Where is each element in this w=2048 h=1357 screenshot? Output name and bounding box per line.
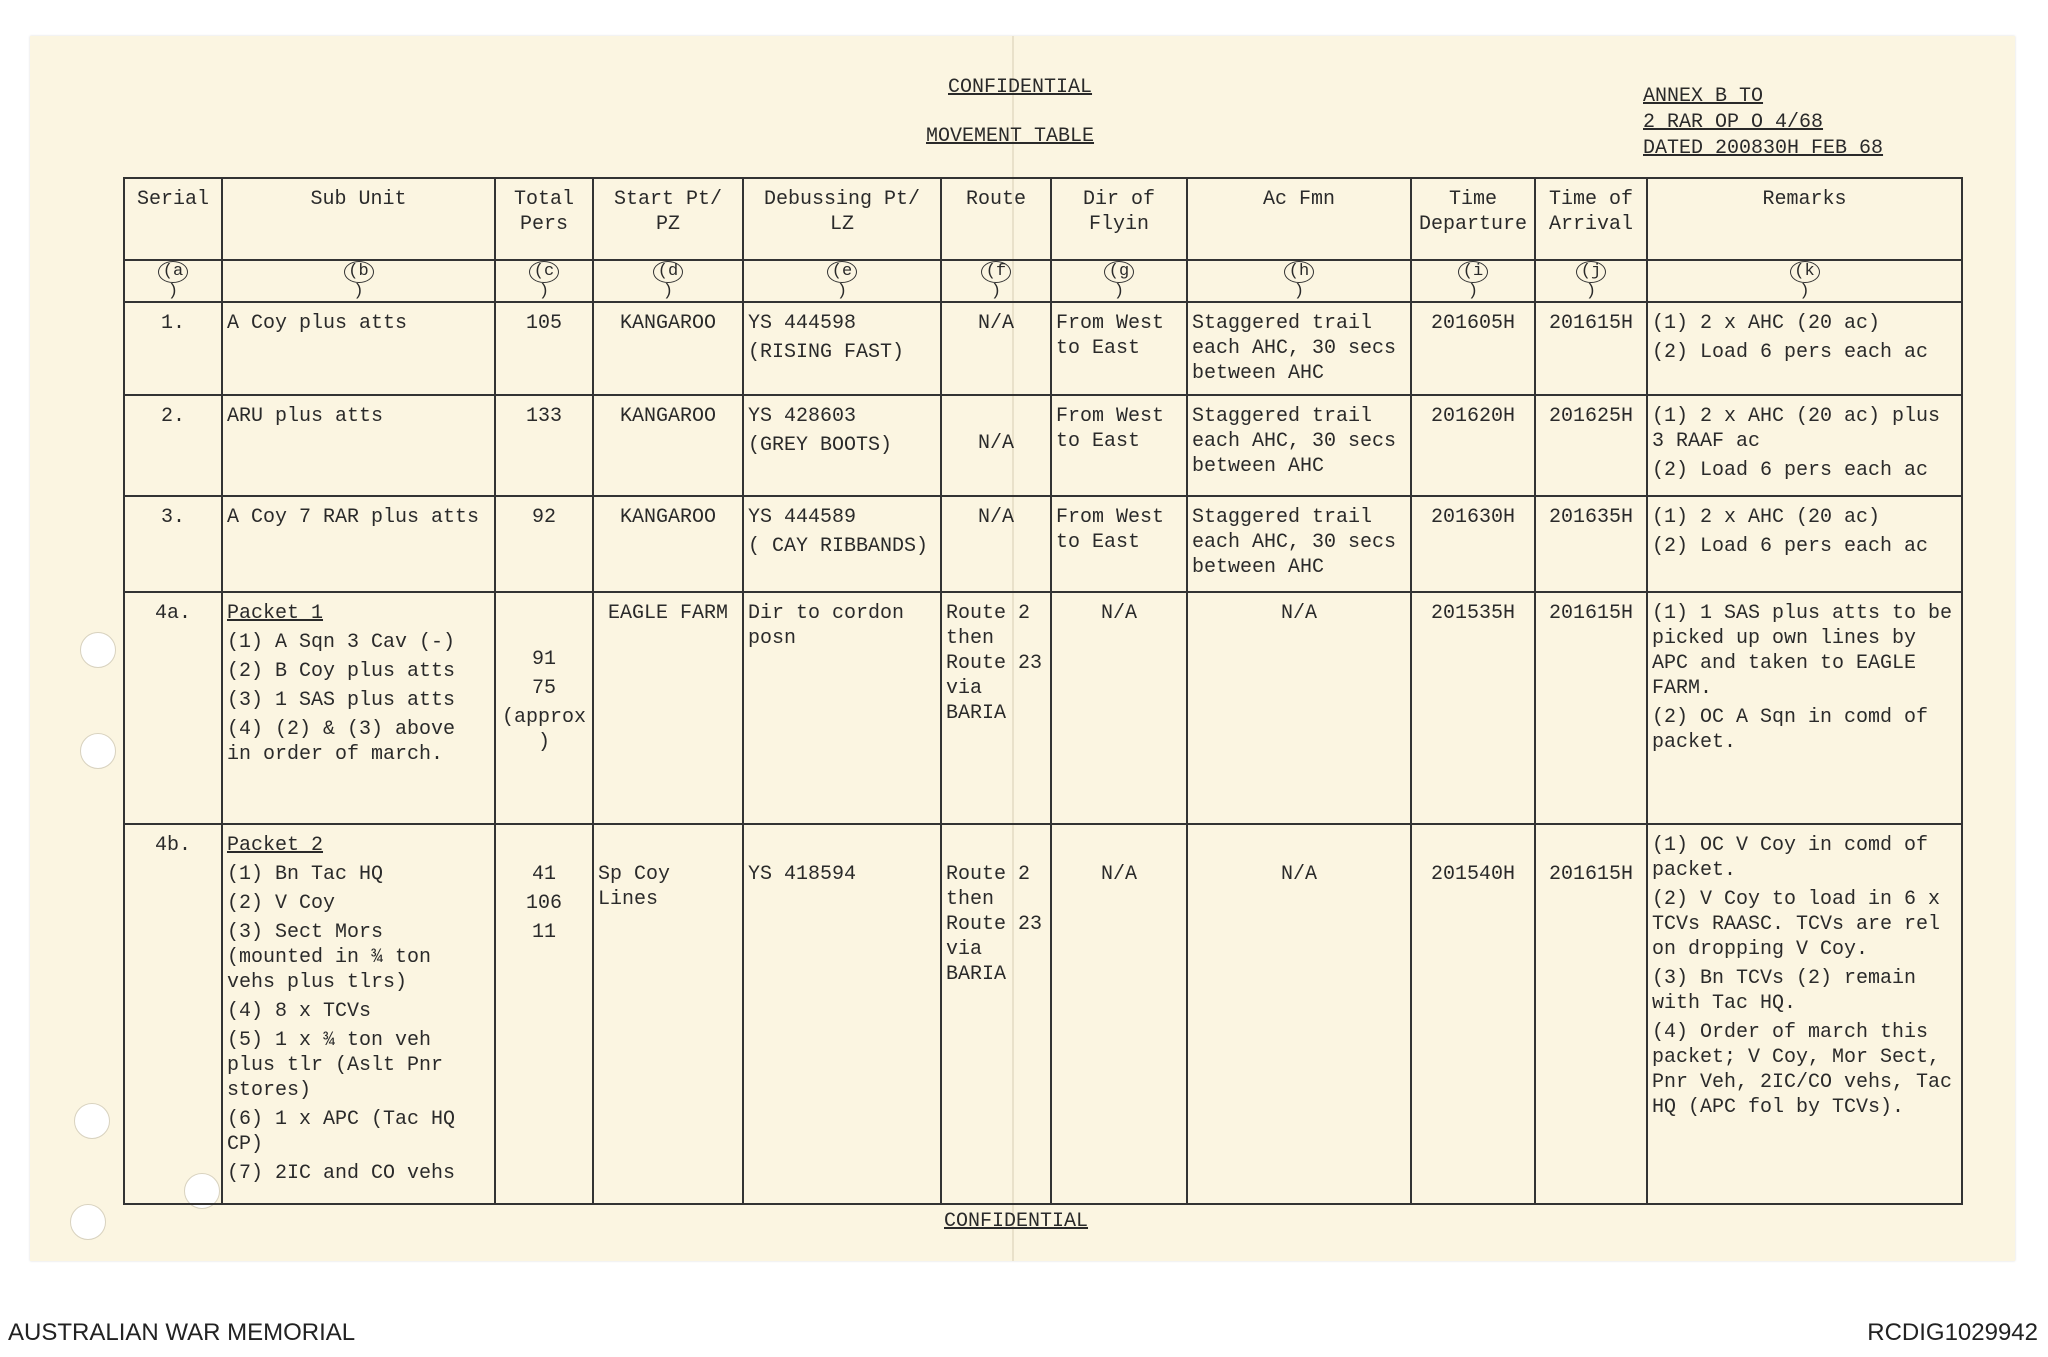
total-pers-cell [495,496,593,592]
column-letter: (f) [981,261,1011,283]
remark-line: (1) 1 SAS plus atts to be picked up own lines by APC and taken to EAGLE FARM. [1652,602,1965,700]
route-line: N/A [977,312,1014,335]
column-letter: (c) [529,261,559,283]
ac-fmn-value: N/A [1280,863,1317,886]
time-arrival-cell: 201625H [1535,395,1647,496]
debussing-line: YS 418594 [748,863,857,886]
remark-line: (1) 2 x AHC (20 ac) [1652,312,1881,335]
start-pt-cell: KANGAROO [593,302,743,395]
route-line: N/A [977,432,1014,455]
classification-bottom: CONFIDENTIAL [944,1210,1089,1233]
serial-cell: 1. [124,302,222,395]
dir-value: N/A [1100,863,1137,886]
time-departure-cell: 201605H [1411,302,1535,395]
remarks-cell [1647,592,1965,824]
time-arrival-cell: 201635H [1535,496,1647,592]
sub-unit-line: (5) 1 x ¾ ton veh plus tlr (Aslt Pnr stores) [227,1029,456,1102]
sub-unit-line: (6) 1 x APC (Tac HQ CP) [227,1108,468,1156]
remarks-cell [1647,824,1965,1204]
start-pt-cell: EAGLE FARM [593,592,743,824]
column-header: Time of Arrival [1535,178,1647,260]
remarks-cell [1647,302,1962,395]
route-cell [941,592,1055,824]
sub-unit-line: (2) B Coy plus atts [227,660,456,683]
time-departure-cell: 201535H [1411,592,1535,824]
total-pers-cell [495,395,593,496]
sub-unit-cell [222,395,495,496]
debussing-pt-cell [743,302,941,395]
remarks-cell [1647,496,1962,592]
route-line: Route 2 then Route 23 via BARIA [946,863,1055,986]
remark-line: (1) 2 x AHC (20 ac) plus 3 RAAF ac [1652,405,1953,453]
time-arrival-cell [1535,824,1647,1204]
sub-unit-line: A Coy plus atts [227,312,408,335]
document-title: MOVEMENT TABLE [926,125,1095,148]
annex-reference [1643,84,1883,162]
annex-line: 2 RAR OP O 4/68 [1643,111,1824,134]
header-row [124,178,1962,260]
pers-value: 105 [525,312,562,335]
dir-of-flyin-cell: From West to East [1051,302,1187,395]
remark-line: (2) OC A Sqn in comd of packet. [1652,706,1941,754]
time-departure-cell [1411,824,1535,1204]
sub-unit-line: (3) 1 SAS plus atts [227,689,456,712]
column-letter: (i) [1458,261,1488,283]
column-letter: (j) [1576,261,1606,283]
record-id-caption: RCDIG1029942 [1867,1319,2038,1346]
column-letter: (a) [158,261,188,283]
remark-line: (1) OC V Coy in comd of packet. [1652,834,1941,882]
table-row [124,496,1962,592]
pers-value: (approx) [501,706,586,754]
time-arrival-cell: 201615H [1535,302,1647,395]
remark-line: (2) Load 6 pers each ac [1652,459,1929,482]
start-pt-cell: KANGAROO [593,496,743,592]
sub-unit-line: A Coy 7 RAR plus atts [227,506,480,529]
column-letter: (b) [344,261,374,283]
sub-unit-line: (7) 2IC and CO vehs [227,1162,456,1185]
debussing-line: YS 428603 [748,405,857,428]
debussing-line: YS 444598 [748,312,857,335]
annex-line: DATED 200830H FEB 68 [1643,137,1884,160]
debussing-line: ( CAY RIBBANDS) [748,535,929,558]
ac-fmn-cell: Staggered trail each AHC, 30 secs between AHC [1187,496,1411,592]
route-line: Route 2 then Route 23 via BARIA [946,602,1055,725]
column-header: Serial [124,178,222,260]
pers-value: 41 [531,863,556,886]
remark-line: (3) Bn TCVs (2) remain with Tac HQ. [1652,967,1929,1015]
start-pt-value: Sp Coy Lines [598,863,683,911]
column-letter: (g) [1104,261,1134,283]
serial-cell: 4a. [124,592,222,824]
column-letter: (e) [827,261,857,283]
pers-value: 133 [525,405,562,428]
column-header: Route [941,178,1051,260]
packet-title: Packet 1 [227,602,324,625]
start-pt-cell: KANGAROO [593,395,743,496]
column-header: Time Departure [1411,178,1535,260]
column-letter: (h) [1284,261,1314,283]
debussing-line: (RISING FAST) [748,341,905,364]
movement-table [123,177,1963,1205]
column-letter: (k) [1790,261,1820,283]
pers-value: 92 [531,506,556,529]
sub-unit-line: (1) A Sqn 3 Cav (-) [227,631,456,654]
total-pers-cell [495,592,593,824]
remarks-cell [1647,395,1962,496]
pers-value: 106 [525,892,562,915]
time-value: 201540H [1430,863,1515,886]
route-cell [941,302,1051,395]
packet-title: Packet 2 [227,834,324,857]
table-row [124,302,1962,395]
punch-hole [80,632,116,668]
pers-value: 75 [531,677,556,700]
column-header: Total Pers [495,178,593,260]
serial-cell: 4b. [124,824,222,1204]
debussing-pt-cell [743,395,941,496]
time-arrival-cell: 201615H [1535,592,1647,824]
table-row [124,395,1962,496]
pers-value: 11 [531,921,556,944]
debussing-pt-cell [743,496,941,592]
sub-unit-line: (1) Bn Tac HQ [227,863,384,886]
route-cell [941,395,1051,496]
column-letter: (d) [653,261,683,283]
column-header: Start Pt/ PZ [593,178,743,260]
total-pers-cell [495,302,593,395]
column-header: Debussing Pt/ LZ [743,178,941,260]
sub-unit-line: (4) (2) & (3) above in order of march. [227,718,468,766]
table-row [124,592,1962,824]
column-letter-row [124,260,1962,302]
classification-top: CONFIDENTIAL [948,76,1093,99]
column-header: Remarks [1647,178,1962,260]
punch-hole [74,1103,110,1139]
ac-fmn-cell [1187,824,1411,1204]
remark-line: (1) 2 x AHC (20 ac) [1652,506,1881,529]
ac-fmn-cell: Staggered trail each AHC, 30 secs between AHC [1187,302,1411,395]
dir-of-flyin-cell [1051,824,1187,1204]
column-header: Ac Fmn [1187,178,1411,260]
remark-line: (2) Load 6 pers each ac [1652,341,1929,364]
sub-unit-cell [222,824,495,1204]
sub-unit-cell [222,302,495,395]
dir-of-flyin-cell: N/A [1051,592,1187,824]
sub-unit-cell [222,592,495,824]
time-value: 201615H [1548,863,1633,886]
dir-of-flyin-cell: From West to East [1051,496,1187,592]
serial-cell: 3. [124,496,222,592]
sub-unit-line: ARU plus atts [227,405,384,428]
sub-unit-line: (4) 8 x TCVs [227,1000,372,1023]
route-line: N/A [977,506,1014,529]
route-cell [941,496,1051,592]
column-header: Sub Unit [222,178,495,260]
pers-value: 91 [531,648,556,671]
column-header: Dir of Flyin [1051,178,1187,260]
total-pers-cell [495,824,593,1204]
start-pt-cell [593,824,743,1204]
debussing-line: Dir to cordon posn [748,602,917,650]
sub-unit-line: (2) V Coy [227,892,336,915]
remark-line: (2) V Coy to load in 6 x TCVs RAASC. TCVs are rel on dropping V Coy. [1652,888,1953,961]
remark-line: (2) Load 6 pers each ac [1652,535,1929,558]
table-row [124,824,1962,1204]
debussing-pt-cell [743,824,941,1204]
ac-fmn-cell: N/A [1187,592,1411,824]
ac-fmn-cell: Staggered trail each AHC, 30 secs between AHC [1187,395,1411,496]
remark-line: (4) Order of march this packet; V Coy, Mor Sect, Pnr Veh, 2IC/CO vehs, Tac HQ (APC fol by TCVs). [1652,1021,1965,1119]
institution-caption: AUSTRALIAN WAR MEMORIAL [8,1319,356,1346]
time-departure-cell: 201630H [1411,496,1535,592]
time-departure-cell: 201620H [1411,395,1535,496]
dir-of-flyin-cell: From West to East [1051,395,1187,496]
debussing-line: (GREY BOOTS) [748,434,893,457]
punch-hole [80,733,116,769]
route-cell [941,824,1055,1204]
sub-unit-cell [222,496,495,592]
punch-hole [70,1204,106,1240]
debussing-line: YS 444589 [748,506,857,529]
annex-line: ANNEX B TO [1643,85,1764,108]
serial-cell: 2. [124,395,222,496]
sub-unit-line: (3) Sect Mors (mounted in ¾ ton vehs plus tlrs) [227,921,444,994]
debussing-pt-cell [743,592,941,824]
